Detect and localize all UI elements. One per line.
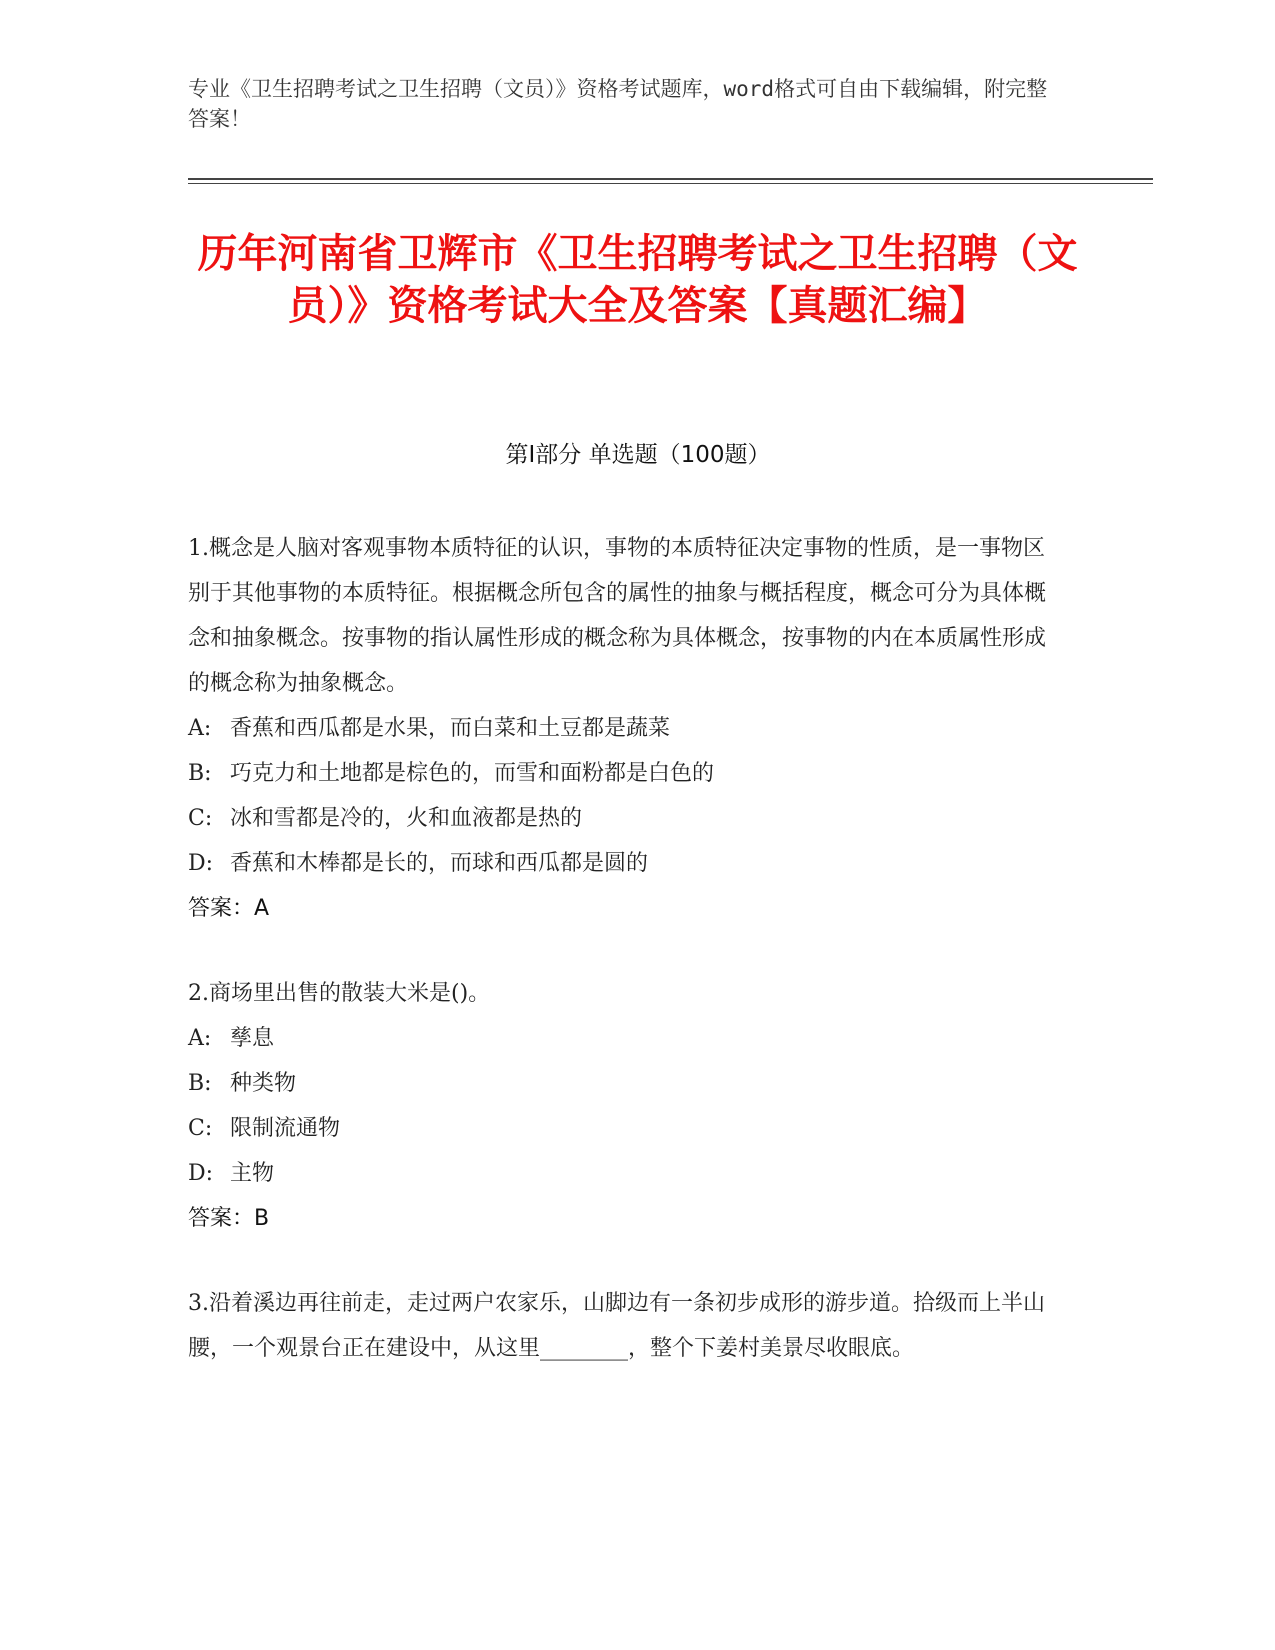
option-key: C: [188,1116,213,1141]
question-stem: 1.概念是人脑对客观事物本质特征的认识，事物的本质特征决定事物的性质，是一事物区别于其他事物的本质特征。根据概念所包含的属性的抽象与概括程度，概念可分为具体概念和抽象概念。按事物的指认属性形成的概念称为具体概念，按事物的内在本质属性形成的概念称为抽象概念。 [188,536,1047,696]
option-text: 孳息 [230,1026,275,1051]
header-note: 专业《卫生招聘考试之卫生招聘（文员）》资格考试题库，word格式可自由下载编辑，附完整答案！ [188,77,1048,131]
option-a [188,706,1058,751]
option-a [188,1016,1058,1061]
question-list [188,526,1058,1411]
option-c [188,1106,1058,1151]
question-stem: 3.沿着溪边再往前走，走过两户农家乐，山脚边有一条初步成形的游步道。拾级而上半山腰，一个观景台正在建设中，从这里________，整个下姜村美景尽收眼底。 [188,1291,1045,1361]
option-text: 巧克力和土地都是棕色的，而雪和面粉都是白色的 [230,761,715,786]
option-text: 主物 [230,1161,275,1186]
section-title: 第Ⅰ部分 单选题（100题） [505,442,771,468]
question-item [188,526,1058,931]
option-key: A: [188,716,212,741]
option-b [188,1061,1058,1106]
option-text: 香蕉和西瓜都是水果，而白菜和土豆都是蔬菜 [230,716,671,741]
option-key: A: [188,1026,212,1051]
option-text: 香蕉和木棒都是长的，而球和西瓜都是圆的 [230,851,649,876]
answer-line: 答案：A [188,896,270,921]
option-key: D: [188,851,214,876]
option-text: 冰和雪都是冷的，火和血液都是热的 [230,806,583,831]
option-b [188,751,1058,796]
option-c [188,796,1058,841]
document-title: 历年河南省卫辉市《卫生招聘考试之卫生招聘（文员）》资格考试大全及答案【真题汇编】 [197,231,1078,329]
question-item [188,971,1058,1241]
question-stem: 2.商场里出售的散装大米是()。 [188,981,491,1006]
option-key: C: [188,806,213,831]
option-key: B: [188,761,212,786]
option-d [188,841,1058,886]
answer-line: 答案：B [188,1206,270,1231]
option-d [188,1151,1058,1196]
question-item [188,1281,1058,1371]
option-text: 种类物 [230,1071,297,1096]
header-divider-thin [188,183,1153,184]
option-text: 限制流通物 [230,1116,341,1141]
header-divider-thick [188,178,1153,180]
option-key: B: [188,1071,212,1096]
option-key: D: [188,1161,214,1186]
